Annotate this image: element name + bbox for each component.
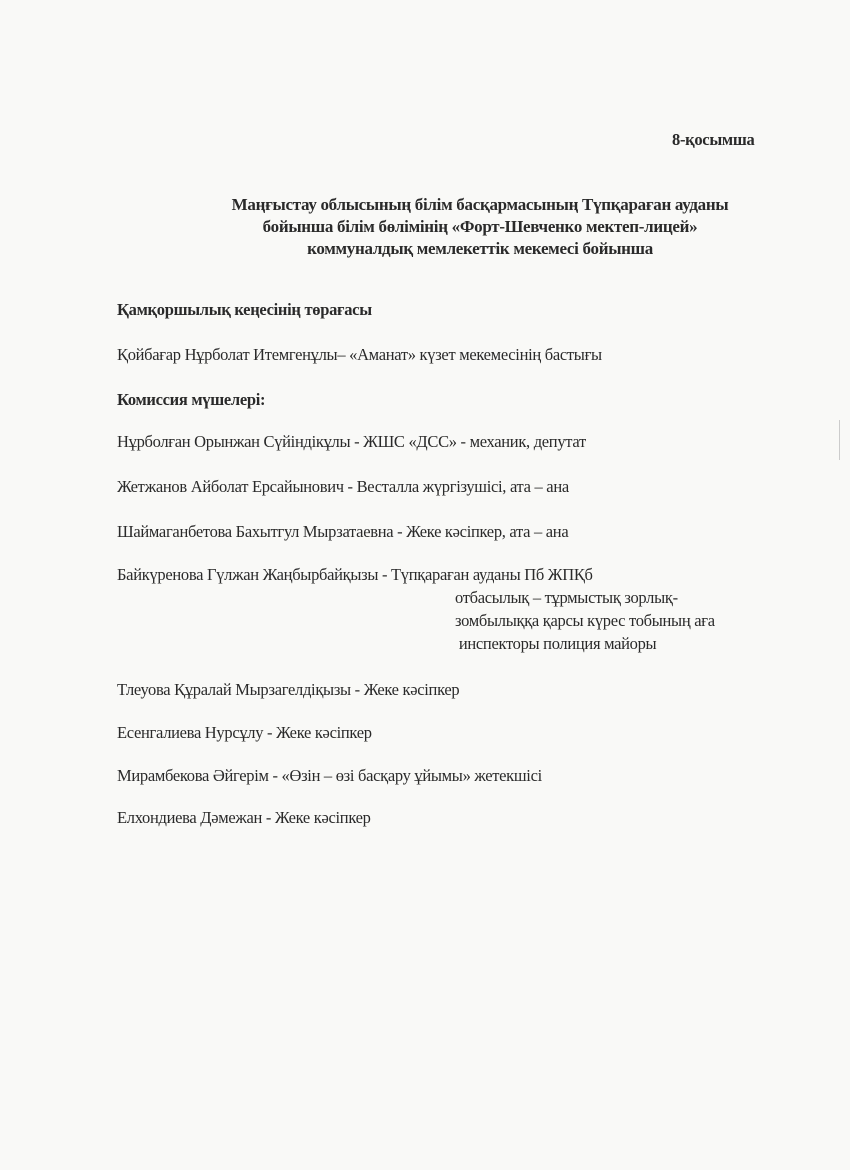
member-entry: Жетжанов Айболат Ерсайынович - Весталла жүргізушісі, ата – ана (117, 477, 569, 496)
title-line: бойынша білім бөлімінің «Форт-Шевченко мектеп-лицей» (262, 217, 698, 236)
member-entry-continuation: инспекторы полиция майоры (455, 634, 657, 653)
title-line: Маңғыстау облысының білім басқармасының Түпқараған ауданы (231, 195, 729, 214)
member-entry: Байкүренова Гүлжан Жаңбырбайқызы - Түпқараған ауданы Пб ЖПҚб (117, 565, 593, 584)
member-entry-continuation: зомбылыққа қарсы күрес тобының аға (455, 611, 715, 630)
annex-label: 8-қосымша (672, 130, 755, 149)
member-entry: Есенгалиева Нурсұлу - Жеке кәсіпкер (117, 723, 372, 742)
member-entry-continuation: отбасылық – тұрмыстық зорлық- (455, 588, 678, 607)
scan-edge-mark (839, 420, 850, 460)
title-line: коммуналдық мемлекеттік мекемесі бойынша (307, 239, 653, 258)
member-entry: Шаймаганбетова Бахытгул Мырзатаевна - Жеке кәсіпкер, ата – ана (117, 522, 569, 541)
member-entry: Нұрболған Орынжан Сүйіндікұлы - ЖШС «ДСС» - механик, депутат (117, 432, 586, 451)
members-heading: Комиссия мүшелері: (117, 390, 266, 409)
member-entry: Мирамбекова Әйгерім - «Өзін – өзі басқару ұйымы» жетекшісі (117, 766, 542, 785)
chair-entry: Қойбағар Нұрболат Итемгенұлы– «Аманат» күзет мекемесінің бастығы (117, 345, 602, 364)
member-entry: Тлеуова Құралай Мырзагелдіқызы - Жеке кәсіпкер (117, 680, 460, 699)
chair-heading: Қамқоршылық кеңесінің төрағасы (117, 300, 372, 319)
member-entry: Елхондиева Дәмежан - Жеке кәсіпкер (117, 808, 371, 827)
document-title (150, 194, 810, 260)
